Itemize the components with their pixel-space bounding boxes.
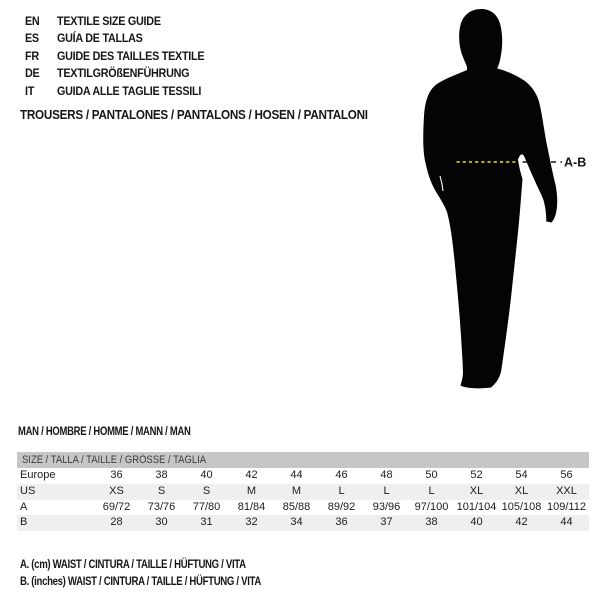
language-code: ES [25,31,39,46]
table-cell: 69/72 [102,500,131,513]
gender-section-title: MAN / HOMBRE / HOMME / MANN / MAN [18,426,191,438]
language-code: DE [25,66,40,81]
table-row-us [17,484,589,500]
table-cell: XS [109,484,124,497]
table-cell: 105/108 [501,500,542,513]
man-silhouette [423,9,557,388]
table-cell: 38 [155,469,168,481]
table-cell: 34 [290,516,303,529]
table-cell: XXL [556,484,577,497]
table-cell: 36 [335,516,348,529]
right-hand-detail [544,206,546,219]
table-cell: L [383,484,390,497]
table-cell: 36 [110,469,123,481]
table-cell: L [428,484,435,497]
guide-title-en: TEXTILE SIZE GUIDE [57,14,161,28]
table-cell: 109/112 [547,500,586,513]
table-row-europe [17,468,589,484]
table-cell: 81/84 [237,500,266,513]
language-row-fr [25,48,221,65]
figure-area [410,0,600,400]
row-label: A [20,500,28,513]
language-code: FR [25,48,39,63]
man-silhouette-figure [410,0,600,400]
table-cell: S [202,484,211,497]
footnote-b-inches: B. (inches) WAIST / CINTURA / TAILLE / HÜFTUNG / VITA [20,573,261,588]
table-cell: 56 [560,469,573,481]
table-cell: XL [469,484,484,497]
language-code: IT [25,83,35,98]
guide-title-it: GUIDA ALLE TAGLIE TESSILI [57,83,202,98]
table-cell: 30 [155,516,168,529]
guide-title-fr: GUIDE DES TAILLES TEXTILE [57,48,205,63]
guide-title-de: TEXTILGRÖßENFÜHRUNG [57,66,190,81]
table-cell: 46 [335,469,348,481]
table-cell: 77/80 [192,500,221,513]
table-cell: 44 [560,516,573,529]
table-cell: XL [514,484,529,497]
table-cell: 38 [425,516,438,529]
row-label: Europe [20,469,56,481]
table-row-b-inches [17,515,589,531]
table-cell: 97/100 [414,500,449,513]
size-table-header: SIZE / TALLA / TAILLE / GRÖSSE / TAGLIA [17,452,589,468]
size-table [17,452,589,531]
table-cell: 93/96 [372,500,401,513]
table-cell: 89/92 [327,500,356,513]
table-cell: M [291,484,302,497]
table-cell: 28 [110,516,123,529]
table-cell: 40 [470,516,483,529]
table-cell: 31 [200,516,213,529]
language-row-en [25,13,221,30]
measurement-footnotes [20,556,321,589]
table-cell: 42 [245,469,258,481]
table-cell: 32 [245,516,258,529]
garment-type-title: TROUSERS / PANTALONES / PANTALONS / HOSEN / PANTALONI [20,107,368,122]
table-cell: 40 [200,469,213,481]
table-cell: 42 [515,516,528,529]
table-cell: L [338,484,345,497]
table-cell: 48 [380,469,393,481]
table-cell: 54 [515,469,528,481]
language-row-de [25,65,221,82]
measure-label-ab: A-B [564,155,587,170]
row-label: B [20,516,28,529]
language-row-it [25,83,221,100]
table-cell: 50 [425,469,438,481]
table-cell: 85/88 [282,500,311,513]
table-cell: M [246,484,257,497]
table-cell: 44 [290,469,303,481]
table-row-a-cm [17,500,589,516]
language-legend [25,13,221,100]
language-code: EN [25,14,40,28]
footnote-a-cm: A. (cm) WAIST / CINTURA / TAILLE / HÜFTUNG / VITA [20,557,246,571]
table-cell: 52 [470,469,483,481]
language-row-es [25,30,221,47]
table-cell: 101/104 [456,500,497,513]
table-cell: 73/76 [147,500,176,513]
table-cell: S [157,484,166,497]
row-label: US [20,484,36,497]
guide-title-es: GUÍA DE TALLAS [57,31,143,46]
table-cell: 37 [380,516,393,529]
